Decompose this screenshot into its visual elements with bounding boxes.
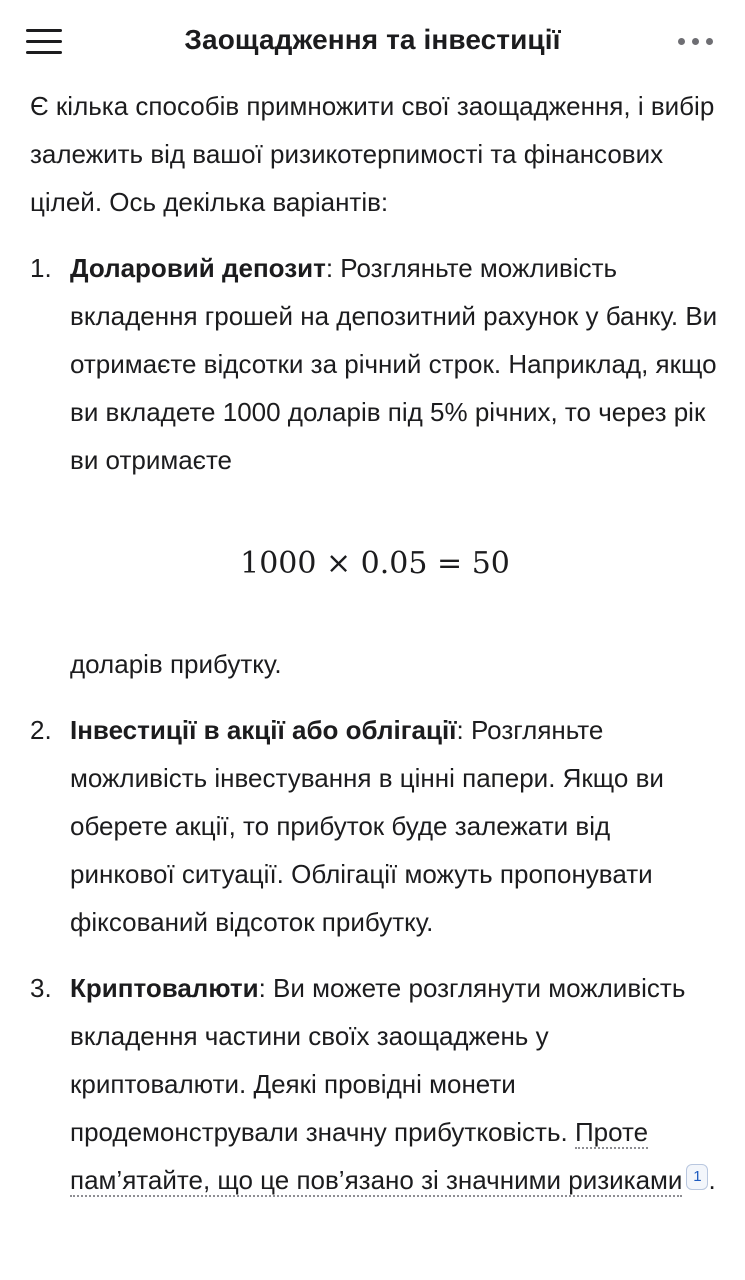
item-end: . bbox=[708, 1165, 716, 1195]
list-number: 2. bbox=[30, 715, 52, 745]
item-title: Криптовалюти bbox=[70, 973, 259, 1003]
item-title: Інвестиції в акції або облігації bbox=[70, 715, 457, 745]
item-text: : Розгляньте можливість інвестування в цінні папери. Якщо ви оберете акції, то прибуток буде залежати від ринкової ситуації. Облігації можуть пропонувати фіксований відсоток прибутку. bbox=[70, 715, 664, 937]
source-link[interactable]: Проте пам’ятайте, що це пов’язано зі значними ризиками bbox=[70, 1117, 683, 1195]
list-item bbox=[30, 244, 720, 688]
intro-paragraph: Є кілька способів примножити свої заощадження, і вибір залежить від вашої ризикотерпимості та фінансових цілей. Ось декілька варіантів: bbox=[30, 91, 715, 217]
options-list bbox=[30, 244, 720, 1204]
list-number: 3. bbox=[30, 973, 52, 1003]
list-item bbox=[30, 706, 720, 946]
item-text-after: доларів прибутку. bbox=[70, 649, 282, 679]
citation-badge[interactable]: 1 bbox=[686, 1164, 708, 1190]
top-bar bbox=[0, 0, 745, 86]
item-text: : Розгляньте можливість вкладення грошей на депозитний рахунок у банку. Ви отримаєте відсотки за річний строк. Наприклад, якщо ви вкладете 1000 доларів під 5% річних, то через рік ви отримаєте bbox=[70, 253, 718, 475]
list-number: 1. bbox=[30, 253, 52, 283]
math-formula: 1000 × 0.05 = 50 bbox=[240, 546, 510, 581]
item-title: Доларовий депозит bbox=[70, 253, 326, 283]
list-item bbox=[30, 964, 720, 1204]
item-text: : Ви можете розглянути можливість вкладення частини своїх заощаджень у криптовалюти. Деякі провідні монети продемонстрували значну прибутковість. bbox=[70, 973, 686, 1147]
page-title: Заощадження та інвестиції bbox=[184, 24, 561, 55]
message-content bbox=[30, 82, 720, 1222]
more-dots-icon[interactable] bbox=[676, 36, 716, 48]
